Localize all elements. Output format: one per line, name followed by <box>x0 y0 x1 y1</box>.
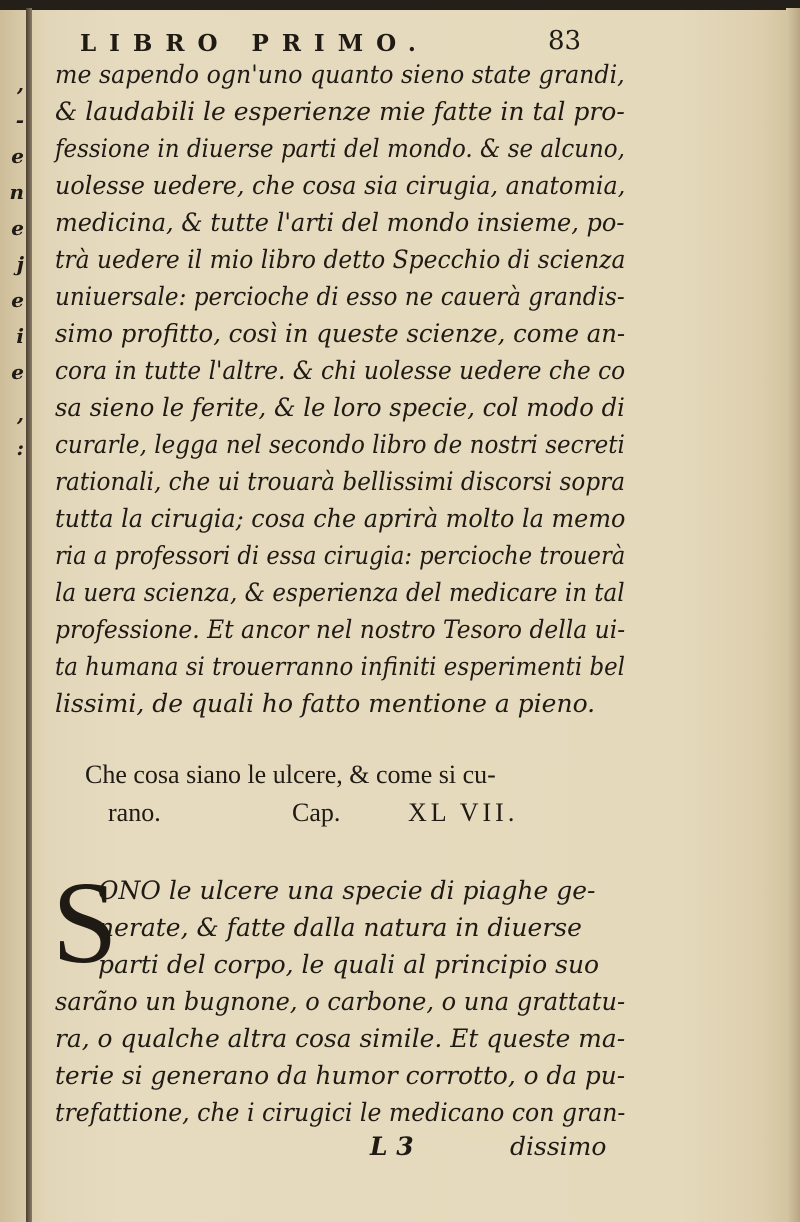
margin-fragment: e <box>11 360 24 384</box>
text-line: professione. Et ancor nel nostro Tesoro della ui- <box>55 615 626 644</box>
running-title: LIBRO PRIMO. <box>80 30 429 57</box>
text-line: uolesse uedere, che cosa sia cirugia, anatomia, <box>55 171 626 200</box>
chapter-heading-line: Che cosa siano le ulcere, & come si cu- <box>85 760 496 789</box>
chapter-heading-line: rano. <box>108 798 161 827</box>
text-line: sarãno un bugnone, o carbone, o una grattatu- <box>55 987 626 1016</box>
text-line: trefattione, che i cirugici le medicano con gran- <box>55 1098 626 1127</box>
margin-fragment: e <box>11 288 24 312</box>
text-line: curarle, legga nel secondo libro de nostri secreti <box>55 430 625 459</box>
text-line: ria a professori di essa cirugia: percioche trouerà <box>55 541 626 570</box>
margin-fragment: , <box>17 402 24 426</box>
running-head <box>0 24 800 60</box>
margin-fragment: e <box>11 216 24 240</box>
chapter-cap-label: Cap. <box>292 798 341 827</box>
text-line: parti del corpo, le quali al principio suo <box>98 950 600 979</box>
text-line: ta humana si trouerranno infiniti esperimenti bel <box>55 652 625 681</box>
text-line: lissimi, de quali ho fatto mentione a pieno. <box>55 689 596 718</box>
text-line: medicina, & tutte l'arti del mondo insieme, po- <box>55 208 625 237</box>
margin-fragment: i <box>16 324 24 348</box>
page-number: 83 <box>548 26 582 56</box>
text-line: simo profitto, così in queste scienze, come an- <box>55 319 626 348</box>
text-line: sa sieno le ferite, & le loro specie, col modo di <box>55 393 625 422</box>
text-line: uniuersale: percioche di esso ne cauerà grandis- <box>55 282 625 311</box>
page-top-shadow <box>0 0 800 10</box>
text-line: tutta la cirugia; cosa che aprirà molto la memo <box>55 504 626 533</box>
page-right-edge <box>786 8 800 1222</box>
drop-cap: S <box>52 857 118 988</box>
margin-fragment: e <box>11 144 24 168</box>
text-line: cora in tutte l'altre. & chi uolesse uedere che co <box>55 356 626 385</box>
text-line: ONO le ulcere una specie di piaghe ge- <box>98 876 596 905</box>
margin-fragment: : <box>16 436 24 460</box>
margin-fragment: n <box>9 180 24 204</box>
margin-fragment: j <box>16 252 24 276</box>
text-line: terie si generano da humor corrotto, o da pu- <box>55 1061 626 1090</box>
chapter-number: XL VII. <box>408 798 519 827</box>
text-line: trà uedere il mio libro detto Specchio di scienza <box>55 245 626 274</box>
text-line: rationali, che ui trouarà bellissimi discorsi sopra <box>55 467 626 496</box>
catchword: dissimo <box>510 1132 607 1161</box>
text-line: la uera scienza, & esperienza del medicare in tal <box>55 578 625 607</box>
text-line: fessione in diuerse parti del mondo. & se alcuno, <box>55 134 625 163</box>
margin-fragment: - <box>15 108 24 132</box>
text-line: ra, o qualche altra cosa simile. Et queste ma- <box>55 1024 626 1053</box>
binding-gutter <box>26 8 32 1222</box>
text-line: me sapendo ogn'uno quanto sieno state grandi, <box>55 60 625 89</box>
text-line: & laudabili le esperienze mie fatte in tal pro- <box>55 97 625 126</box>
signature-mark: L 3 <box>370 1132 414 1161</box>
text-line: nerate, & fatte dalla natura in diuerse <box>98 913 582 942</box>
margin-fragment: , <box>17 72 24 96</box>
